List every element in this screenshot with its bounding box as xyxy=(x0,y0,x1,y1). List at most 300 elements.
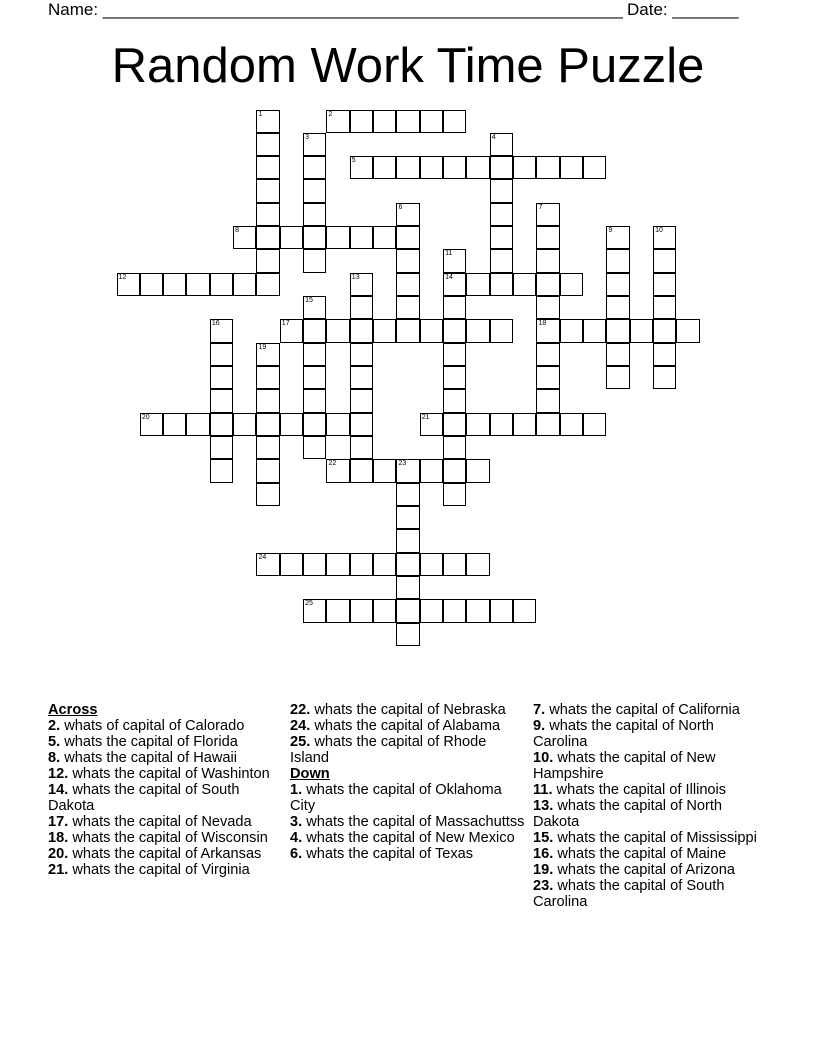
grid-cell[interactable] xyxy=(373,156,396,179)
clue-number: 19 xyxy=(258,343,267,351)
clue-text: whats the capital of North Carolina xyxy=(533,718,714,750)
grid-cell[interactable] xyxy=(210,413,233,436)
grid-cell[interactable] xyxy=(443,599,466,622)
clue-text: whats the capital of Hawaii xyxy=(64,750,238,766)
grid-cell[interactable] xyxy=(443,296,466,319)
clue-text: whats the capital of Nevada xyxy=(72,814,252,830)
clue-item xyxy=(290,814,525,830)
clue-dot: . xyxy=(56,734,65,750)
grid-cell[interactable] xyxy=(280,413,303,436)
clue-text: whats the capital of Washinton xyxy=(72,766,270,782)
grid-cell[interactable] xyxy=(420,319,443,342)
grid-cell[interactable] xyxy=(326,413,349,436)
grid-cell[interactable] xyxy=(606,296,629,319)
clue-number: 17 xyxy=(281,320,290,328)
grid-cell[interactable] xyxy=(490,249,513,272)
grid-cell[interactable] xyxy=(536,343,559,366)
grid-cell[interactable] xyxy=(350,599,373,622)
grid-cell[interactable] xyxy=(256,436,279,459)
grid-cell[interactable] xyxy=(256,366,279,389)
grid-cell[interactable] xyxy=(256,156,279,179)
clue-number: 10 xyxy=(533,750,550,766)
clue-number: 8 xyxy=(235,227,240,235)
clue-number: 20 xyxy=(48,846,65,862)
grid-cell[interactable] xyxy=(653,296,676,319)
clue-text: whats the capital of California xyxy=(549,702,740,718)
clue-item xyxy=(48,814,283,830)
grid-cell[interactable] xyxy=(396,226,419,249)
clue-dot: . xyxy=(549,862,558,878)
grid-cell[interactable] xyxy=(536,389,559,412)
clue-text: whats the capital of Florida xyxy=(64,734,238,750)
grid-cell[interactable] xyxy=(303,553,326,576)
clue-item xyxy=(290,734,525,766)
across-heading: Across xyxy=(48,702,98,718)
date-label: Date: xyxy=(627,0,673,19)
grid-cell[interactable] xyxy=(466,319,489,342)
grid-cell[interactable] xyxy=(490,413,513,436)
grid-cell[interactable] xyxy=(490,319,513,342)
clue-item xyxy=(48,782,283,814)
clue-number: 13 xyxy=(351,273,360,281)
clue-text: whats the capital of Illinois xyxy=(556,782,727,798)
clue-number: 4 xyxy=(290,830,299,846)
grid-cell[interactable] xyxy=(256,273,279,296)
clue-item xyxy=(290,830,525,846)
grid-cell[interactable] xyxy=(536,366,559,389)
grid-cell[interactable] xyxy=(653,366,676,389)
clue-number: 3 xyxy=(305,133,310,141)
grid-cell[interactable] xyxy=(653,273,676,296)
clue-text: whats the capital of New Mexico xyxy=(306,830,515,846)
grid-cell[interactable] xyxy=(303,343,326,366)
clue-dot: . xyxy=(549,878,558,894)
clue-number: 3 xyxy=(290,814,299,830)
clue-number: 1 xyxy=(290,782,299,798)
grid-cell[interactable] xyxy=(466,273,489,296)
grid-cell[interactable] xyxy=(536,156,559,179)
grid-cell[interactable] xyxy=(350,553,373,576)
clue-number: 7 xyxy=(533,702,542,718)
clue-number: 20 xyxy=(141,413,150,421)
clue-dot: . xyxy=(298,782,307,798)
clue-text: whats the capital of Rhode Island xyxy=(290,734,487,766)
clue-text: whats the capital of Alabama xyxy=(314,718,501,734)
grid-cell[interactable] xyxy=(536,296,559,319)
clue-number: 5 xyxy=(351,157,356,165)
grid-cell[interactable] xyxy=(326,553,349,576)
clue-dot: . xyxy=(306,734,315,750)
grid-cell[interactable] xyxy=(163,413,186,436)
grid-cell[interactable] xyxy=(420,413,443,436)
grid-cell[interactable] xyxy=(256,203,279,226)
grid-cell[interactable] xyxy=(350,389,373,412)
grid-cell[interactable] xyxy=(536,413,559,436)
grid-cell[interactable] xyxy=(233,413,256,436)
clue-item xyxy=(533,718,758,750)
grid-cell[interactable] xyxy=(210,343,233,366)
clue-dot: . xyxy=(306,702,315,718)
clue-dot: . xyxy=(306,718,315,734)
grid-cell[interactable] xyxy=(233,273,256,296)
grid-cell[interactable] xyxy=(396,576,419,599)
grid-cell[interactable] xyxy=(256,110,279,133)
grid-cell[interactable] xyxy=(396,529,419,552)
grid-cell[interactable] xyxy=(536,273,559,296)
grid-cell[interactable] xyxy=(210,436,233,459)
grid-cell[interactable] xyxy=(396,203,419,226)
grid-cell[interactable] xyxy=(303,133,326,156)
grid-cell[interactable] xyxy=(466,413,489,436)
grid-cell[interactable] xyxy=(443,273,466,296)
grid-cell[interactable] xyxy=(396,599,419,622)
page-title: Random Work Time Puzzle xyxy=(111,39,705,93)
grid-cell[interactable] xyxy=(606,273,629,296)
clue-number: 16 xyxy=(533,846,550,862)
clue-number: 5 xyxy=(48,734,57,750)
grid-cell[interactable] xyxy=(350,413,373,436)
clue-item xyxy=(533,862,758,878)
grid-cell[interactable] xyxy=(560,273,583,296)
clue-text: whats the capital of Virginia xyxy=(72,862,250,878)
grid-cell[interactable] xyxy=(117,273,140,296)
grid-cell[interactable] xyxy=(443,413,466,436)
grid-cell[interactable] xyxy=(303,366,326,389)
clue-number: 15 xyxy=(533,830,550,846)
clue-number: 6 xyxy=(290,846,299,862)
grid-cell[interactable] xyxy=(513,273,536,296)
clue-text: whats the capital of South Dakota xyxy=(48,782,240,814)
clue-item xyxy=(48,750,283,766)
clue-number: 22 xyxy=(290,702,307,718)
grid-cell[interactable] xyxy=(326,110,349,133)
grid-cell[interactable] xyxy=(443,389,466,412)
grid-cell[interactable] xyxy=(373,319,396,342)
grid-cell[interactable] xyxy=(536,319,559,342)
grid-cell[interactable] xyxy=(350,156,373,179)
grid-cell[interactable] xyxy=(256,459,279,482)
clue-dot: . xyxy=(541,702,550,718)
grid-cell[interactable] xyxy=(210,319,233,342)
grid-cell[interactable] xyxy=(140,273,163,296)
clue-dot: . xyxy=(56,718,65,734)
grid-cell[interactable] xyxy=(396,483,419,506)
clue-item xyxy=(48,830,283,846)
grid-cell[interactable] xyxy=(303,203,326,226)
clue-dot: . xyxy=(549,830,558,846)
clue-item xyxy=(48,718,283,734)
grid-cell[interactable] xyxy=(606,343,629,366)
clues-column-3 xyxy=(533,702,758,910)
grid-cell[interactable] xyxy=(396,249,419,272)
clue-item xyxy=(290,702,525,718)
grid-cell[interactable] xyxy=(303,296,326,319)
grid-cell[interactable] xyxy=(256,343,279,366)
clue-dot: . xyxy=(64,814,73,830)
clue-item xyxy=(290,846,525,862)
grid-cell[interactable] xyxy=(256,179,279,202)
grid-cell[interactable] xyxy=(653,226,676,249)
clue-number: 21 xyxy=(421,413,430,421)
grid-cell[interactable] xyxy=(466,459,489,482)
clue-text: whats the capital of Wisconsin xyxy=(72,830,268,846)
grid-cell[interactable] xyxy=(303,436,326,459)
grid-cell[interactable] xyxy=(256,249,279,272)
grid-cell[interactable] xyxy=(373,553,396,576)
grid-cell[interactable] xyxy=(210,273,233,296)
grid-cell[interactable] xyxy=(583,156,606,179)
grid-cell[interactable] xyxy=(256,133,279,156)
grid-cell[interactable] xyxy=(350,319,373,342)
clue-item xyxy=(48,846,283,862)
grid-cell[interactable] xyxy=(443,366,466,389)
grid-cell[interactable] xyxy=(443,249,466,272)
grid-cell[interactable] xyxy=(350,226,373,249)
clue-item xyxy=(533,798,758,830)
clue-dot: . xyxy=(298,814,307,830)
grid-cell[interactable] xyxy=(443,459,466,482)
clue-item xyxy=(533,782,758,798)
grid-cell[interactable] xyxy=(326,459,349,482)
grid-cell[interactable] xyxy=(443,436,466,459)
clue-item xyxy=(48,734,283,750)
grid-cell[interactable] xyxy=(513,413,536,436)
clue-text: whats the capital of Nebraska xyxy=(314,702,506,718)
grid-cell[interactable] xyxy=(396,273,419,296)
grid-cell[interactable] xyxy=(256,413,279,436)
clue-number: 12 xyxy=(48,766,65,782)
clue-number: 22 xyxy=(328,460,337,468)
grid-cell[interactable] xyxy=(256,226,279,249)
grid-cell[interactable] xyxy=(350,459,373,482)
clue-item xyxy=(290,718,525,734)
grid-cell[interactable] xyxy=(303,389,326,412)
grid-cell[interactable] xyxy=(373,599,396,622)
grid-cell[interactable] xyxy=(280,319,303,342)
clue-item xyxy=(533,750,758,782)
clue-number: 9 xyxy=(608,227,613,235)
grid-cell[interactable] xyxy=(676,319,699,342)
grid-cell[interactable] xyxy=(420,459,443,482)
date-field[interactable] xyxy=(627,0,739,20)
clue-text: whats the capital of North Dakota xyxy=(533,798,723,830)
grid-cell[interactable] xyxy=(606,226,629,249)
grid-cell[interactable] xyxy=(163,273,186,296)
grid-cell[interactable] xyxy=(513,156,536,179)
clue-number: 19 xyxy=(533,862,550,878)
clue-dot: . xyxy=(56,750,65,766)
grid-cell[interactable] xyxy=(350,110,373,133)
clue-text: whats the capital of Texas xyxy=(306,846,474,862)
clue-number: 25 xyxy=(305,600,313,608)
clue-dot: . xyxy=(64,766,73,782)
clue-number: 16 xyxy=(211,320,220,328)
grid-cell[interactable] xyxy=(373,226,396,249)
name-field[interactable] xyxy=(48,0,623,20)
clue-text: whats the capital of Mississippi xyxy=(557,830,757,846)
clue-number: 24 xyxy=(258,553,267,561)
grid-cell[interactable] xyxy=(396,110,419,133)
clue-number: 8 xyxy=(48,750,57,766)
clue-number: 2 xyxy=(328,110,333,118)
name-label: Name: xyxy=(48,0,103,19)
grid-cell[interactable] xyxy=(303,413,326,436)
grid-cell[interactable] xyxy=(373,459,396,482)
date-line[interactable]: _______ xyxy=(672,0,739,19)
clue-dot: . xyxy=(64,846,73,862)
grid-cell[interactable] xyxy=(490,273,513,296)
clue-number: 9 xyxy=(533,718,542,734)
clue-item xyxy=(533,702,758,718)
grid-cell[interactable] xyxy=(606,249,629,272)
grid-cell[interactable] xyxy=(303,249,326,272)
clue-item xyxy=(533,846,758,862)
clue-number: 17 xyxy=(48,814,65,830)
grid-cell[interactable] xyxy=(350,366,373,389)
clue-number: 10 xyxy=(655,227,663,235)
grid-cell[interactable] xyxy=(443,319,466,342)
name-line[interactable]: _______________________________________________________ xyxy=(102,0,623,19)
clue-number: 6 xyxy=(398,203,403,211)
grid-cell[interactable] xyxy=(443,553,466,576)
grid-cell[interactable] xyxy=(420,599,443,622)
grid-cell[interactable] xyxy=(186,413,209,436)
clue-number: 15 xyxy=(305,297,313,305)
clue-number: 18 xyxy=(48,830,65,846)
clue-number: 11 xyxy=(445,250,453,258)
grid-cell[interactable] xyxy=(420,110,443,133)
clue-number: 18 xyxy=(538,320,547,328)
grid-cell[interactable] xyxy=(490,203,513,226)
clue-number: 11 xyxy=(533,782,549,798)
grid-cell[interactable] xyxy=(396,506,419,529)
grid-cell[interactable] xyxy=(443,156,466,179)
grid-cell[interactable] xyxy=(490,156,513,179)
grid-cell[interactable] xyxy=(373,110,396,133)
grid-cell[interactable] xyxy=(653,343,676,366)
clue-dot: . xyxy=(541,718,550,734)
grid-cell[interactable] xyxy=(490,226,513,249)
grid-cell[interactable] xyxy=(653,249,676,272)
clue-item xyxy=(533,830,758,846)
grid-cell[interactable] xyxy=(396,553,419,576)
clue-text: whats the capital of New Hampshire xyxy=(533,750,716,782)
grid-cell[interactable] xyxy=(420,553,443,576)
grid-cell[interactable] xyxy=(583,413,606,436)
grid-cell[interactable] xyxy=(443,110,466,133)
clue-number: 25 xyxy=(290,734,307,750)
grid-cell[interactable] xyxy=(350,436,373,459)
clue-number: 1 xyxy=(258,110,263,118)
grid-cell[interactable] xyxy=(303,226,326,249)
grid-cell[interactable] xyxy=(350,273,373,296)
grid-cell[interactable] xyxy=(536,226,559,249)
crossword-grid xyxy=(117,110,717,670)
grid-cell[interactable] xyxy=(186,273,209,296)
grid-cell[interactable] xyxy=(396,459,419,482)
clue-dot: . xyxy=(64,830,73,846)
grid-cell[interactable] xyxy=(560,319,583,342)
grid-cell[interactable] xyxy=(256,553,279,576)
grid-cell[interactable] xyxy=(140,413,163,436)
grid-cell[interactable] xyxy=(420,156,443,179)
grid-cell[interactable] xyxy=(256,483,279,506)
clue-dot: . xyxy=(64,862,73,878)
grid-cell[interactable] xyxy=(303,179,326,202)
clue-number: 2 xyxy=(48,718,57,734)
clue-item xyxy=(48,862,283,878)
grid-cell[interactable] xyxy=(256,389,279,412)
grid-cell[interactable] xyxy=(536,249,559,272)
grid-cell[interactable] xyxy=(396,319,419,342)
grid-cell[interactable] xyxy=(210,366,233,389)
grid-cell[interactable] xyxy=(606,319,629,342)
grid-cell[interactable] xyxy=(280,553,303,576)
clue-text: whats the capital of Arizona xyxy=(557,862,736,878)
clue-dot: . xyxy=(549,750,558,766)
grid-cell[interactable] xyxy=(303,599,326,622)
grid-cell[interactable] xyxy=(396,623,419,646)
grid-cell[interactable] xyxy=(303,156,326,179)
clue-item xyxy=(533,878,758,910)
clue-text: whats the capital of South Carolina xyxy=(533,878,725,910)
grid-cell[interactable] xyxy=(350,296,373,319)
grid-cell[interactable] xyxy=(466,553,489,576)
grid-cell[interactable] xyxy=(280,226,303,249)
grid-cell[interactable] xyxy=(210,459,233,482)
grid-cell[interactable] xyxy=(350,343,373,366)
clue-number: 7 xyxy=(538,203,543,211)
grid-cell[interactable] xyxy=(560,413,583,436)
clue-number: 12 xyxy=(118,273,127,281)
clue-number: 4 xyxy=(491,133,496,141)
grid-cell[interactable] xyxy=(443,483,466,506)
clue-text: whats the capital of Arkansas xyxy=(72,846,262,862)
grid-cell[interactable] xyxy=(630,319,653,342)
grid-cell[interactable] xyxy=(326,599,349,622)
grid-cell[interactable] xyxy=(210,389,233,412)
grid-cell[interactable] xyxy=(303,319,326,342)
grid-cell[interactable] xyxy=(490,133,513,156)
clue-dot: . xyxy=(549,846,558,862)
grid-cell[interactable] xyxy=(396,296,419,319)
grid-cell[interactable] xyxy=(326,319,349,342)
clues-column-2 xyxy=(290,702,525,862)
clue-item xyxy=(290,782,525,814)
grid-cell[interactable] xyxy=(490,179,513,202)
grid-cell[interactable] xyxy=(490,599,513,622)
grid-cell[interactable] xyxy=(396,156,419,179)
grid-cell[interactable] xyxy=(466,156,489,179)
down-heading: Down xyxy=(290,766,330,782)
grid-cell[interactable] xyxy=(536,203,559,226)
grid-cell[interactable] xyxy=(326,226,349,249)
grid-cell[interactable] xyxy=(513,599,536,622)
grid-cell[interactable] xyxy=(606,366,629,389)
grid-cell[interactable] xyxy=(583,319,606,342)
grid-cell[interactable] xyxy=(560,156,583,179)
grid-cell[interactable] xyxy=(233,226,256,249)
clue-dot: . xyxy=(549,798,558,814)
clue-text: whats the capital of Massachuttss xyxy=(306,814,525,830)
clue-number: 13 xyxy=(533,798,550,814)
clue-number: 14 xyxy=(445,273,453,281)
clue-number: 24 xyxy=(290,718,307,734)
grid-cell[interactable] xyxy=(466,599,489,622)
clue-text: whats the capital of Oklahoma City xyxy=(290,782,502,814)
grid-cell[interactable] xyxy=(443,343,466,366)
grid-cell[interactable] xyxy=(653,319,676,342)
